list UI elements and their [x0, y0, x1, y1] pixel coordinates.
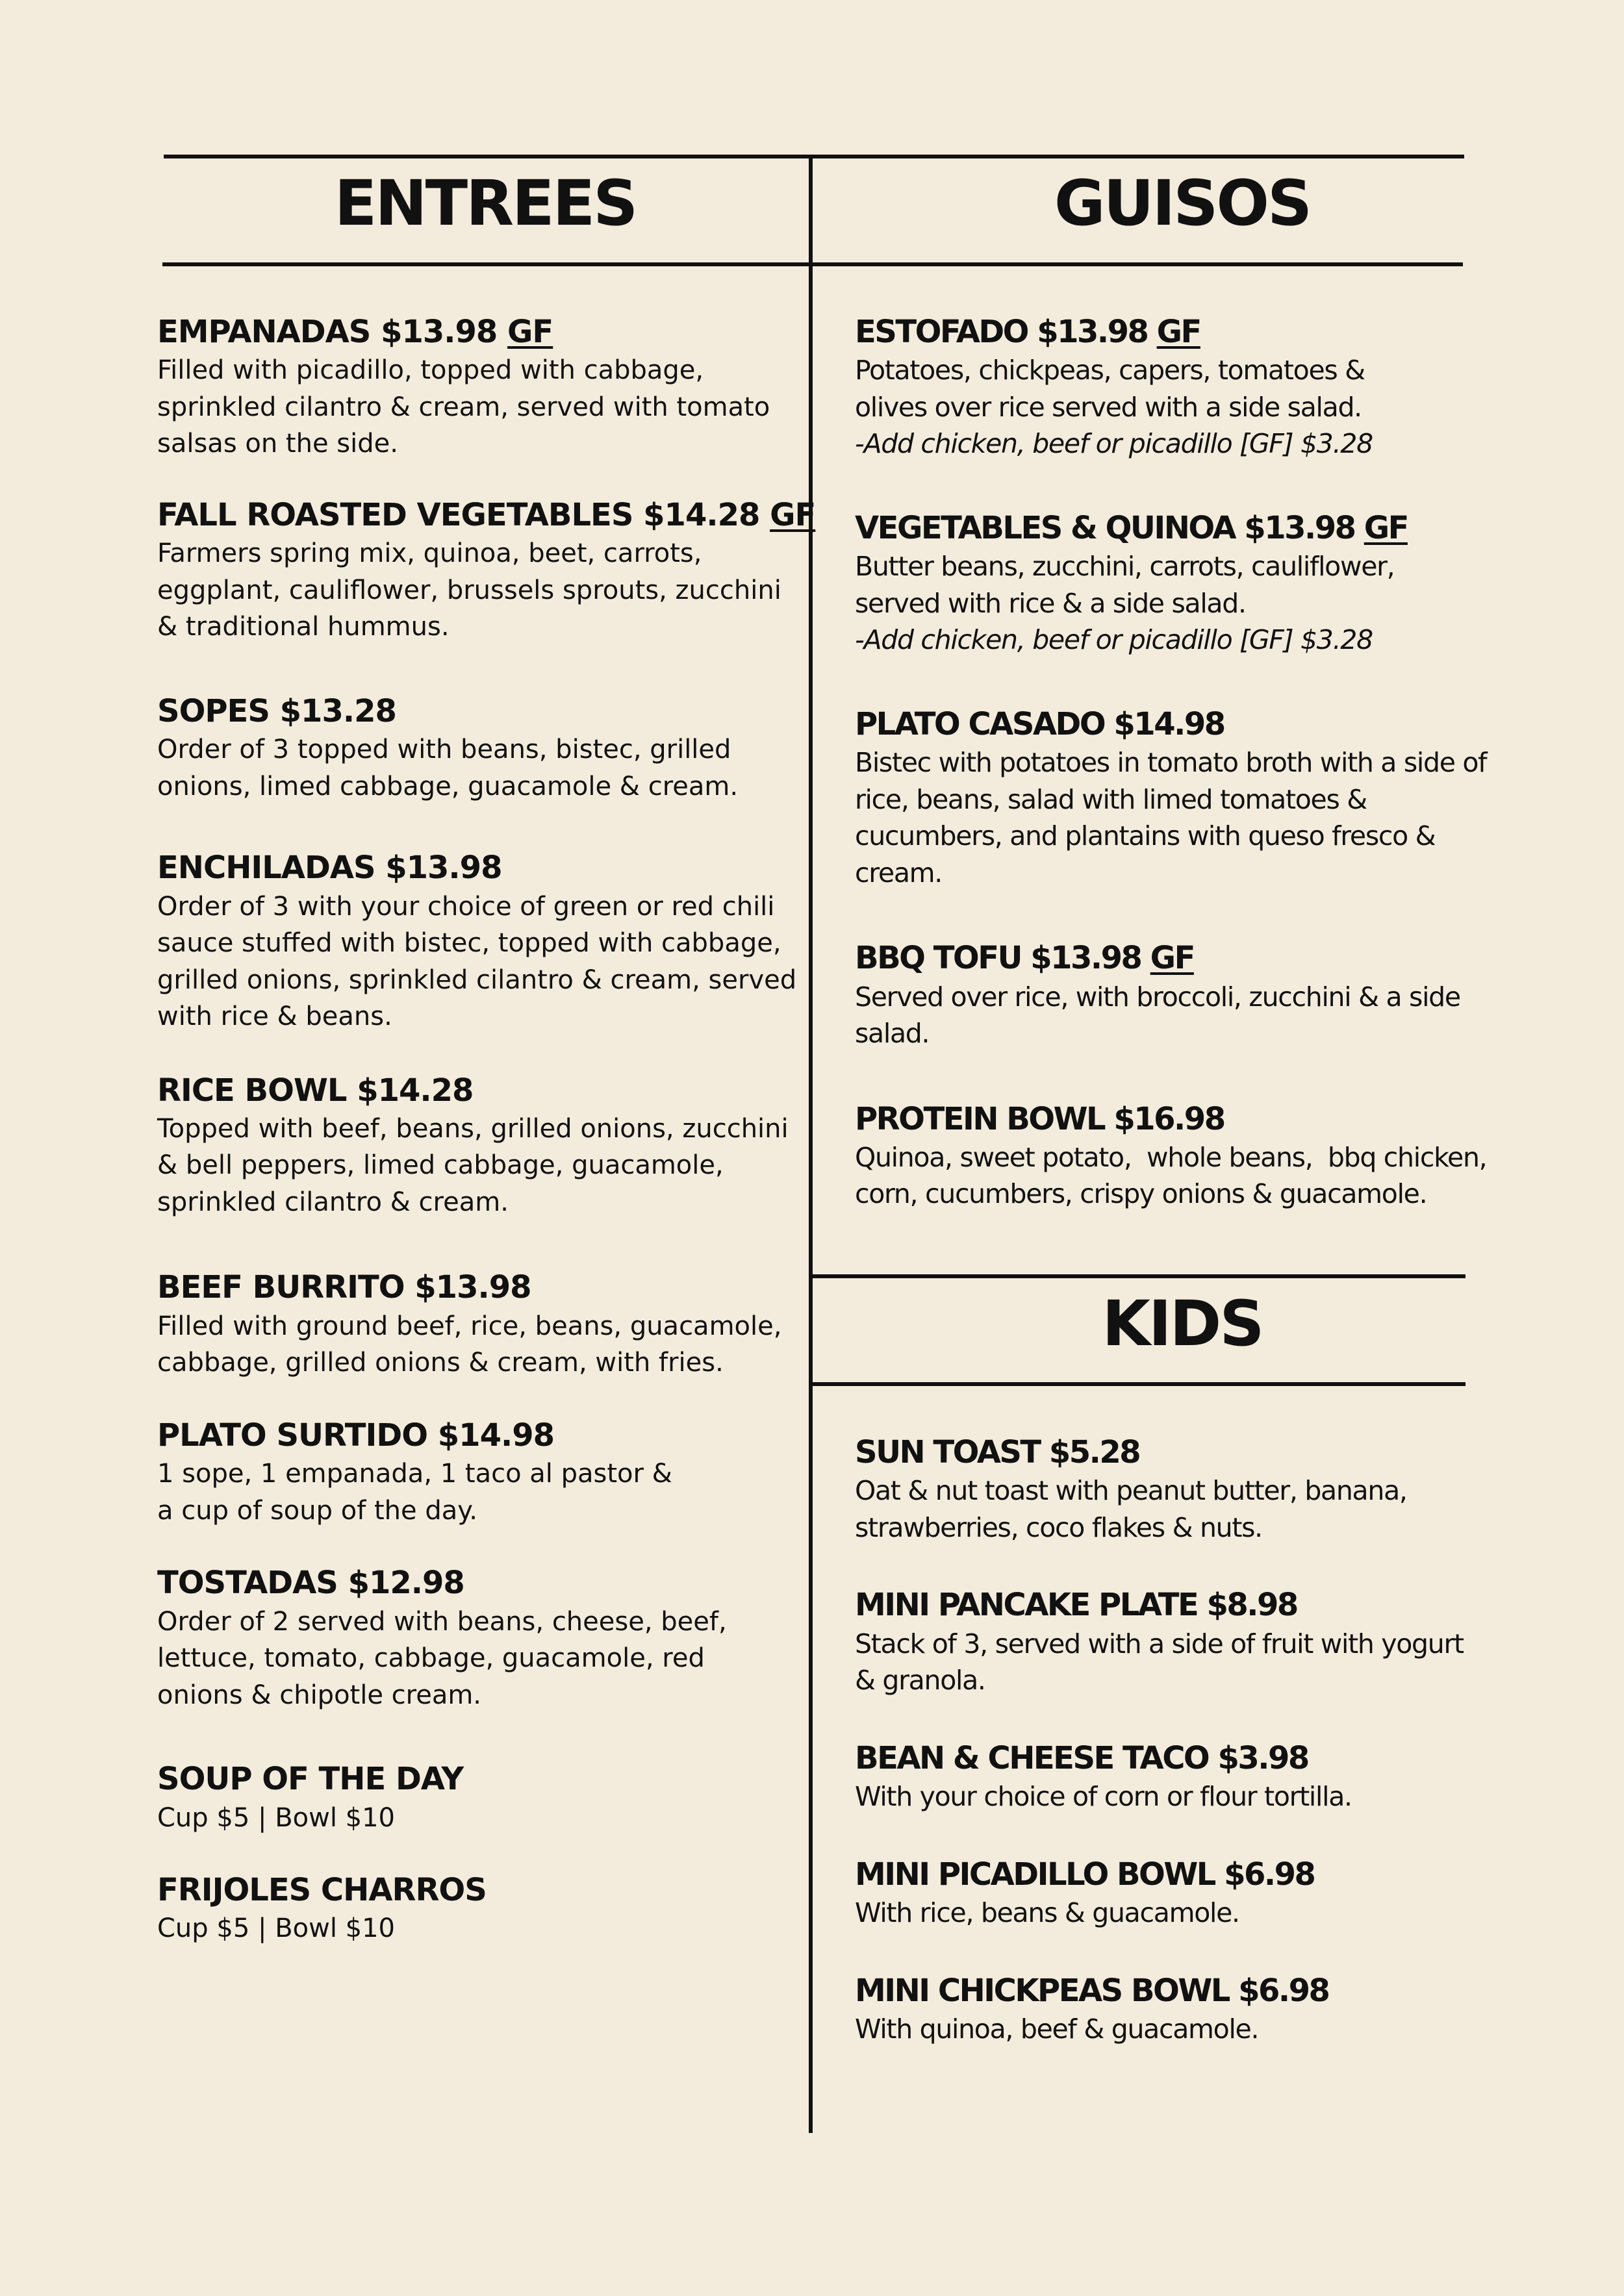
header-bottom-rule — [162, 262, 1463, 266]
menu-item-mini-chickpeas-bowl — [855, 1971, 1517, 2048]
item-price: $13.98 — [385, 850, 502, 887]
item-name: ESTOFADO — [855, 314, 1028, 350]
item-title — [157, 691, 807, 731]
gluten-free-tag: GF — [1150, 940, 1194, 977]
item-name: EMPANADAS — [157, 314, 371, 350]
kids-heading: KIDS — [1102, 1287, 1263, 1360]
item-price: $13.98 — [381, 314, 498, 350]
item-price: $13.98 — [1037, 314, 1148, 350]
menu-item-tostadas — [157, 1563, 807, 1713]
menu-item-plato-surtido — [157, 1415, 807, 1529]
item-description: Potatoes, chickpeas, capers, tomatoes & olives over rice served with a side salad. — [855, 355, 1365, 423]
item-addon-note: -Add chicken, beef or picadillo [GF] $3.28 — [855, 428, 1373, 460]
item-description: Topped with beef, beans, grilled onions, zucchini & bell peppers, limed cabbage, guacamole, sprinkled cilantro & cream. — [157, 1113, 789, 1217]
menu-item-protein-bowl — [855, 1099, 1517, 1213]
item-name: BEAN & CHEESE TACO — [855, 1739, 1209, 1776]
item-description: Stack of 3, served with a side of fruit with yogurt & granola. — [855, 1628, 1464, 1697]
item-name: SOPES — [157, 692, 270, 729]
item-price: $12.98 — [348, 1565, 464, 1602]
item-price: $5.28 — [1048, 1434, 1140, 1470]
item-name: ENCHILADAS — [157, 850, 375, 887]
item-name: MINI PICADILLO BOWL — [855, 1856, 1215, 1893]
item-price: $8.98 — [1206, 1587, 1297, 1624]
item-title — [855, 1432, 1517, 1472]
item-price: $14.28 — [357, 1072, 474, 1109]
menu-item-enchiladas — [157, 848, 807, 1035]
item-title — [157, 1415, 807, 1456]
item-title — [855, 1854, 1517, 1895]
item-name: PROTEIN BOWL — [855, 1100, 1105, 1137]
item-title — [157, 312, 807, 352]
menu-item-sopes — [157, 691, 807, 805]
item-description: Cup $5 | Bowl $10 — [157, 1802, 395, 1833]
item-description: Served over rice, with broccoli, zucchini & a side salad. — [855, 981, 1460, 1050]
menu-item-bbq-tofu — [855, 938, 1517, 1052]
item-price: $6.98 — [1238, 1972, 1329, 2009]
item-name: FRIJOLES CHARROS — [157, 1872, 487, 1909]
item-name: PLATO CASADO — [855, 705, 1105, 742]
item-description: Oat & nut toast with peanut butter, banana, strawberries, coco flakes & nuts. — [855, 1475, 1407, 1543]
item-description: With rice, beans & guacamole. — [855, 1897, 1239, 1929]
guisos-list — [855, 312, 1517, 1245]
item-description: With your choice of corn or flour tortilla. — [855, 1781, 1352, 1813]
item-addon-note: -Add chicken, beef or picadillo [GF] $3.28 — [855, 624, 1373, 656]
item-name: SUN TOAST — [855, 1434, 1040, 1470]
item-title — [157, 1070, 807, 1111]
item-price: $16.98 — [1113, 1100, 1224, 1137]
item-description: Order of 3 topped with beans, bistec, grilled onions, limed cabbage, guacamole & cream. — [157, 735, 739, 801]
item-description: Filled with picadillo, topped with cabbage, sprinkled cilantro & cream, served with tomato salsas on the side. — [157, 355, 770, 459]
gluten-free-tag: GF — [1364, 509, 1408, 546]
menu-item-sun-toast — [855, 1432, 1517, 1546]
menu-item-vegetables-quinoa — [855, 508, 1517, 659]
entrees-list — [157, 312, 816, 1980]
item-description: With quinoa, beef & guacamole. — [855, 2013, 1259, 2045]
item-name: SOUP OF THE DAY — [157, 1761, 464, 1798]
item-price: $13.98 — [1244, 509, 1355, 546]
item-title — [855, 1585, 1517, 1625]
menu-item-mini-picadillo-bowl — [855, 1854, 1517, 1932]
menu-item-bean-cheese-taco — [855, 1738, 1517, 1815]
item-title — [855, 938, 1517, 978]
entrees-heading: ENTREES — [334, 167, 637, 240]
item-title — [855, 1971, 1517, 2011]
item-title — [855, 704, 1517, 744]
item-description: Cup $5 | Bowl $10 — [157, 1913, 395, 1944]
item-description: Bistec with potatoes in tomato broth with a side of rice, beans, salad with limed tomatoes & cucumbers, and plantains with queso fresco & cream. — [855, 747, 1487, 889]
menu-item-estofado — [855, 312, 1517, 462]
item-title — [157, 1759, 807, 1799]
menu-item-soup-of-the-day — [157, 1759, 807, 1836]
kids-top-rule — [811, 1274, 1465, 1278]
item-description: Butter beans, zucchini, carrots, cauliflower, served with rice & a side salad. — [855, 551, 1395, 619]
item-name: TOSTADAS — [157, 1565, 338, 1602]
item-price: $14.98 — [1113, 705, 1224, 742]
item-name: PLATO SURTIDO — [157, 1417, 428, 1454]
guisos-heading: GUISOS — [1054, 167, 1311, 240]
item-description: Farmers spring mix, quinoa, beet, carrots, eggplant, cauliflower, brussels sprouts, zucchini & traditional hummus. — [157, 538, 781, 642]
kids-list — [855, 1432, 1517, 2080]
item-name: BBQ TOFU — [855, 940, 1021, 977]
item-title — [157, 495, 816, 535]
gluten-free-tag: GF — [1156, 314, 1200, 350]
item-price: $6.98 — [1224, 1856, 1315, 1893]
item-description: Order of 3 with your choice of green or red chili sauce stuffed with bistec, topped with cabbage, grilled onions, sprinkled cilantro & cream, served with rice & beans. — [157, 891, 797, 1032]
gluten-free-tag: GF — [770, 496, 816, 533]
item-description: Order of 2 served with beans, cheese, beef, lettuce, tomato, cabbage, guacamole, red onions & chipotle cream. — [157, 1606, 727, 1710]
gluten-free-tag: GF — [507, 314, 553, 350]
item-price: $13.98 — [414, 1269, 531, 1306]
item-description: Filled with ground beef, rice, beans, guacamole, cabbage, grilled onions & cream, with fries. — [157, 1311, 782, 1378]
column-divider — [809, 156, 813, 2133]
kids-bottom-rule — [811, 1382, 1465, 1386]
header-top-rule — [164, 155, 1464, 158]
menu-item-beef-burrito — [157, 1267, 807, 1381]
item-price: $14.28 — [643, 496, 760, 533]
item-price: $14.98 — [437, 1417, 554, 1454]
item-name: VEGETABLES & QUINOA — [855, 509, 1236, 546]
item-name: MINI PANCAKE PLATE — [855, 1587, 1198, 1624]
item-description: Quinoa, sweet potato, whole beans, bbq chicken, corn, cucumbers, crispy onions & guacamole. — [855, 1141, 1495, 1210]
item-price: $3.98 — [1217, 1739, 1308, 1776]
item-description: 1 sope, 1 empanada, 1 taco al pastor & a cup of soup of the day. — [157, 1459, 672, 1526]
menu-item-frijoles-charros — [157, 1870, 807, 1947]
item-title — [157, 1267, 807, 1307]
item-title — [855, 1099, 1517, 1139]
item-name: FALL ROASTED VEGETABLES — [157, 496, 633, 533]
item-title — [855, 312, 1517, 352]
menu-item-rice-bowl — [157, 1070, 807, 1221]
menu-item-mini-pancake-plate — [855, 1585, 1517, 1698]
item-name: BEEF BURRITO — [157, 1269, 405, 1306]
menu-item-fall-roasted-vegetables — [157, 495, 816, 646]
item-name: RICE BOWL — [157, 1072, 347, 1109]
item-title — [157, 1870, 807, 1910]
item-title — [157, 848, 807, 888]
item-name: MINI CHICKPEAS BOWL — [855, 1972, 1229, 2009]
item-price: $13.98 — [1030, 940, 1141, 977]
item-price: $13.28 — [279, 692, 396, 729]
item-title — [855, 508, 1517, 548]
item-title — [855, 1738, 1517, 1778]
item-title — [157, 1563, 807, 1603]
menu-item-empanadas — [157, 312, 807, 462]
menu-item-plato-casado — [855, 704, 1517, 891]
